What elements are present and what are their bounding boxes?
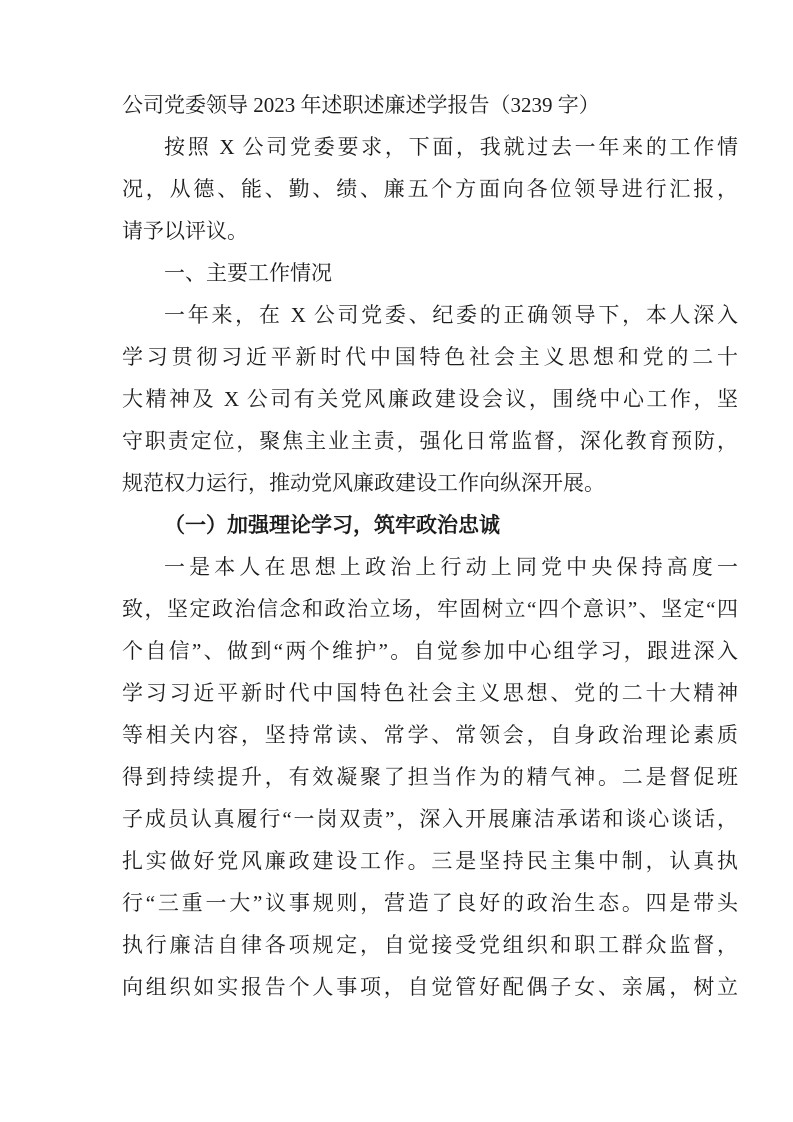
text-line: 致，坚定政治信念和政治立场，牢固树立“四个意识”、坚定“四 bbox=[122, 597, 738, 621]
text-line: 执行廉洁自律各项规定，自觉接受党组织和职工群众监督， bbox=[122, 933, 738, 957]
section-heading: 一、主要工作情况 bbox=[164, 261, 332, 285]
text-line: 学习习近平新时代中国特色社会主义思想、党的二十大精神 bbox=[122, 681, 738, 705]
text-line: 一是本人在思想上政治上行动上同党中央保持高度一 bbox=[164, 555, 738, 579]
doc-title: 公司党委领导 2023 年述职述廉述学报告（3239 字） bbox=[122, 93, 600, 117]
text-line: 大精神及 X 公司有关党风廉政建设会议，围绕中心工作，坚 bbox=[122, 387, 738, 411]
text-line: 等相关内容，坚持常读、常学、常领会，自身政治理论素质 bbox=[122, 723, 738, 747]
text-line: 扎实做好党风廉政建设工作。三是坚持民主集中制，认真执 bbox=[122, 849, 738, 873]
text-line: 一年来，在 X 公司党委、纪委的正确领导下，本人深入 bbox=[164, 303, 738, 327]
text-line: 得到持续提升，有效凝聚了担当作为的精气神。二是督促班 bbox=[122, 765, 738, 789]
text-line: 向组织如实报告个人事项，自觉管好配偶子女、亲属，树立 bbox=[122, 975, 738, 999]
text-line: 子成员认真履行“一岗双责”，深入开展廉洁承诺和谈心谈话， bbox=[122, 807, 738, 831]
text-line: 守职责定位，聚焦主业主责，强化日常监督，深化教育预防， bbox=[122, 429, 738, 453]
text-line: 按照 X 公司党委要求，下面，我就过去一年来的工作情 bbox=[164, 135, 738, 159]
text-line: 请予以评议。 bbox=[122, 219, 248, 243]
text-line: 行“三重一大”议事规则，营造了良好的政治生态。四是带头 bbox=[122, 891, 738, 915]
subsection-heading: （一）加强理论学习，筑牢政治忠诚 bbox=[164, 513, 500, 537]
text-line: 个自信”、做到“两个维护”。自觉参加中心组学习，跟进深入 bbox=[122, 639, 738, 663]
text-line: 规范权力运行，推动党风廉政建设工作向纵深开展。 bbox=[122, 471, 605, 495]
text-line: 况，从德、能、勤、绩、廉五个方面向各位领导进行汇报， bbox=[122, 177, 738, 201]
text-line: 学习贯彻习近平新时代中国特色社会主义思想和党的二十 bbox=[122, 345, 738, 369]
